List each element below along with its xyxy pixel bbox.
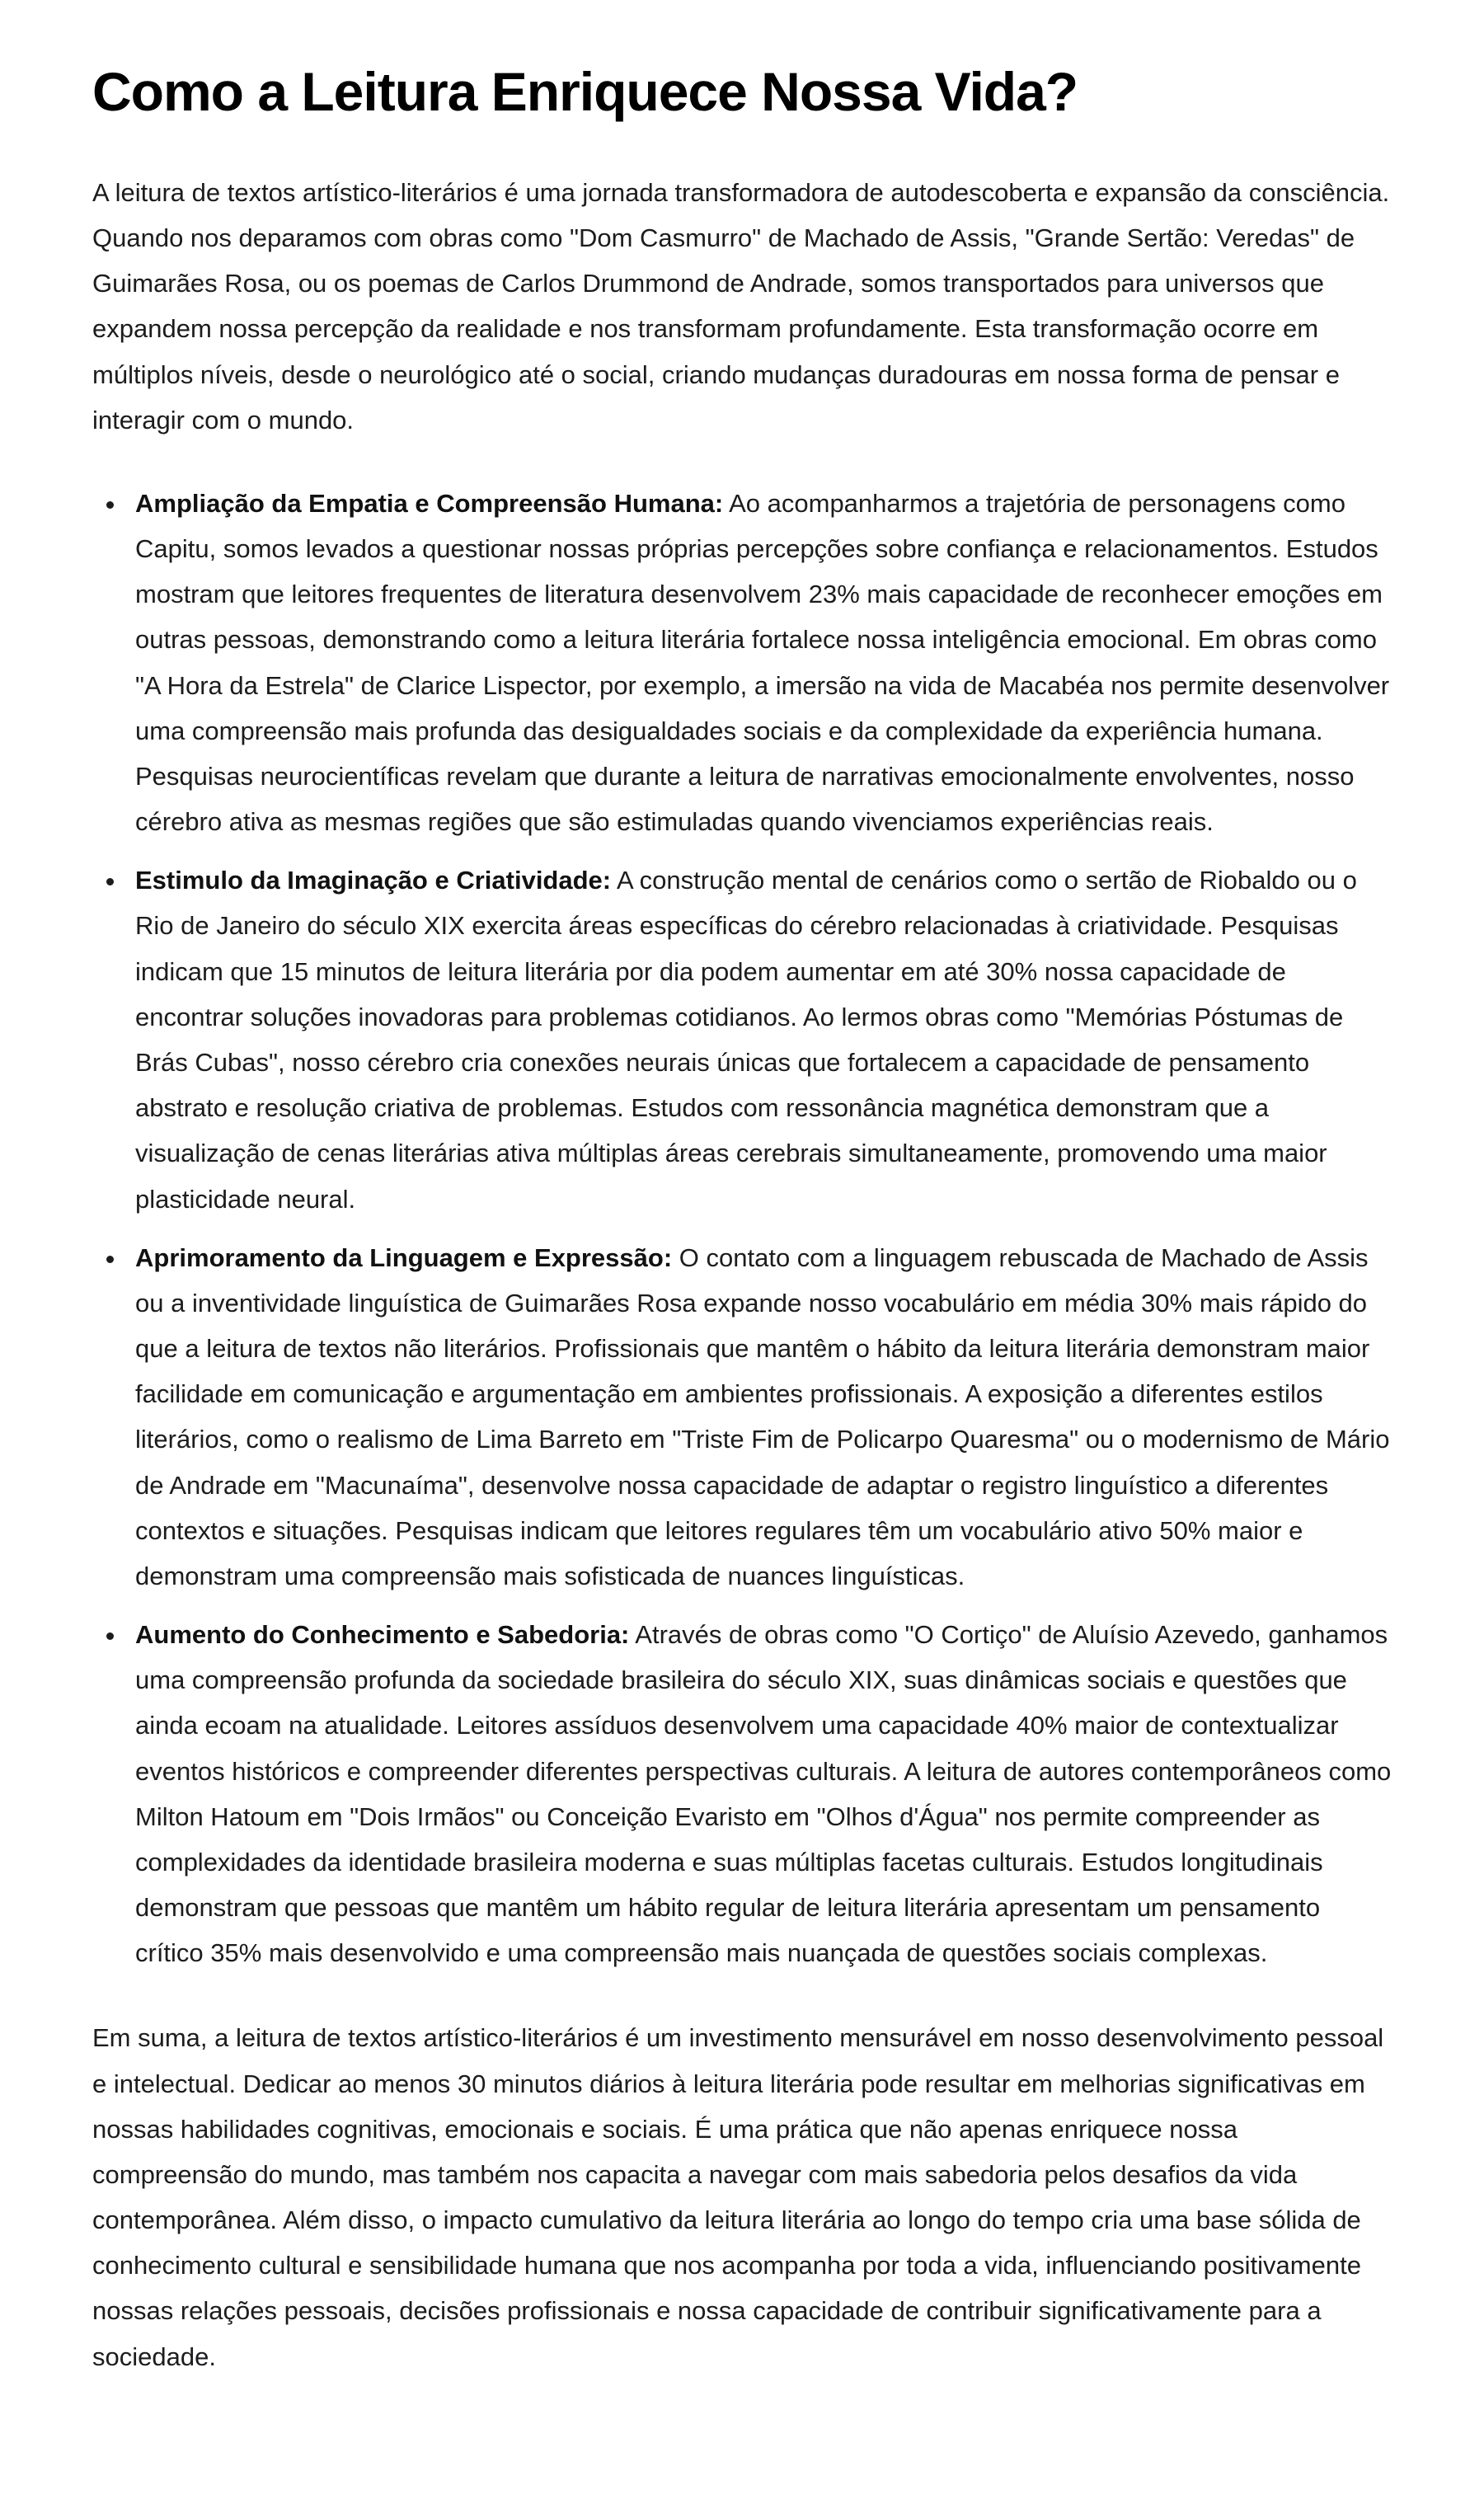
list-item-text: A construção mental de cenários como o sertão de Riobaldo ou o Rio de Janeiro do século XIX exercita áreas específicas do cérebro relacionadas à criatividade. Pesquisas indicam que 15 minutos de leitura literária por dia podem aumentar em até 30% nossa capacidade de encontrar soluções inovadoras para problemas cotidianos. Ao lermos obras como "Memórias Póstumas de Brás Cubas", nosso cérebro cria conexões neurais únicas que fortalecem a capacidade de pensamento abstrato e resolução criativa de problemas. Estudos com ressonância magnética demonstram que a visualização de cenas literárias ativa múltiplas áreas cerebrais simultaneamente, promovendo uma maior plasticidade neural. bbox=[135, 866, 1357, 1214]
list-item-heading: Ampliação da Empatia e Compreensão Humana: bbox=[135, 488, 724, 518]
list-item-heading: Aprimoramento da Linguagem e Expressão: bbox=[135, 1242, 673, 1272]
list-item-text: Ao acompanharmos a trajetória de personagens como Capitu, somos levados a questionar nossas próprias percepções sobre confiança e relacionamentos. Estudos mostram que leitores frequentes de literatura desenvolvem 23% mais capacidade de reconhecer emoções em outras pessoas, demonstrando como a leitura literária fortalece nossa inteligência emocional. Em obras como "A Hora da Estrela" de Clarice Lispector, por exemplo, a imersão na vida de Macabéa nos permite desenvolver uma compreensão mais profunda das desigualdades sociais e da complexidade da experiência humana. Pesquisas neurocientíficas revelam que durante a leitura de narrativas emocionalmente envolventes, nosso cérebro ativa as mesmas regiões que são estimuladas quando vivenciamos experiências reais. bbox=[135, 488, 1390, 837]
list-item-heading: Estimulo da Imaginação e Criatividade: bbox=[135, 866, 612, 895]
conclusion-paragraph: Em suma, a leitura de textos artístico-literários é um investimento mensurável em nosso desenvolvimento pessoal e intelectual. Dedicar ao menos 30 minutos diários à leitura literária pode resultar em melhorias significativas em nossas habilidades cognitivas, emocionais e sociais. É uma prática que não apenas enriquece nossa compreensão do mundo, mas também nos capacita a navegar com mais sabedoria pelos desafios da vida contemporânea. Além disso, o impacto cumulativo da leitura literária ao longo do tempo cria uma base sólida de conhecimento cultural e sensibilidade humana que nos acompanha por toda a vida, influenciando positivamente nossas relações pessoais, decisões profissionais e nossa capacidade de contribuir significativamente para a sociedade. bbox=[92, 2023, 1384, 2371]
page-title: Como a Leitura Enriquece Nossa Vida? bbox=[92, 61, 1078, 122]
list-item-knowledge bbox=[127, 1612, 1392, 1975]
list-item-heading: Aumento do Conhecimento e Sabedoria: bbox=[135, 1620, 630, 1650]
list-item-empathy bbox=[127, 481, 1392, 844]
list-item-text: Através de obras como "O Cortiço" de Aluísio Azevedo, ganhamos uma compreensão profunda da sociedade brasileira do século XIX, suas dinâmicas sociais e questões que ainda ecoam na atualidade. Leitores assíduos desenvolvem uma capacidade 40% maior de contextualizar eventos históricos e compreender diferentes perspectivas culturais. A leitura de autores contemporâneos como Milton Hatoum em "Dois Irmãos" ou Conceição Evaristo em "Olhos d'Água" nos permite compreender as complexidades da identidade brasileira moderna e suas múltiplas facetas culturais. Estudos longitudinais demonstram que pessoas que mantêm um hábito regular de leitura literária apresentam um pensamento crítico 35% mais desenvolvido e uma compreensão mais nuançada de questões sociais complexas. bbox=[135, 1620, 1392, 1968]
list-item-imagination bbox=[127, 857, 1392, 1221]
intro-paragraph: A leitura de textos artístico-literários é uma jornada transformadora de autodescoberta e expansão da consciência. Quando nos deparamos com obras como "Dom Casmurro" de Machado de Assis, "Grande Sertão: Veredas" de Guimarães Rosa, ou os poemas de Carlos Drummond de Andrade, somos transportados para universos que expandem nossa percepção da realidade e nos transformam profundamente. Esta transformação ocorre em múltiplos níveis, desde o neurológico até o social, criando mudanças duradouras em nossa forma de pensar e interagir com o mundo. bbox=[92, 177, 1390, 434]
benefits-list bbox=[92, 481, 1392, 1976]
list-item-language bbox=[127, 1235, 1392, 1599]
list-item-text: O contato com a linguagem rebuscada de Machado de Assis ou a inventividade linguística de Guimarães Rosa expande nosso vocabulário em média 30% mais rápido do que a leitura de textos não literários. Profissionais que mantêm o hábito da leitura literária demonstram maior facilidade em comunicação e argumentação em ambientes profissionais. A exposição a diferentes estilos literários, como o realismo de Lima Barreto em "Triste Fim de Policarpo Quaresma" ou o modernismo de Mário de Andrade em "Macunaíma", desenvolve nossa capacidade de adaptar o registro linguístico a diferentes contextos e situações. Pesquisas indicam que leitores regulares têm um vocabulário ativo 50% maior e demonstram uma compreensão mais sofisticada de nuances linguísticas. bbox=[135, 1242, 1390, 1590]
